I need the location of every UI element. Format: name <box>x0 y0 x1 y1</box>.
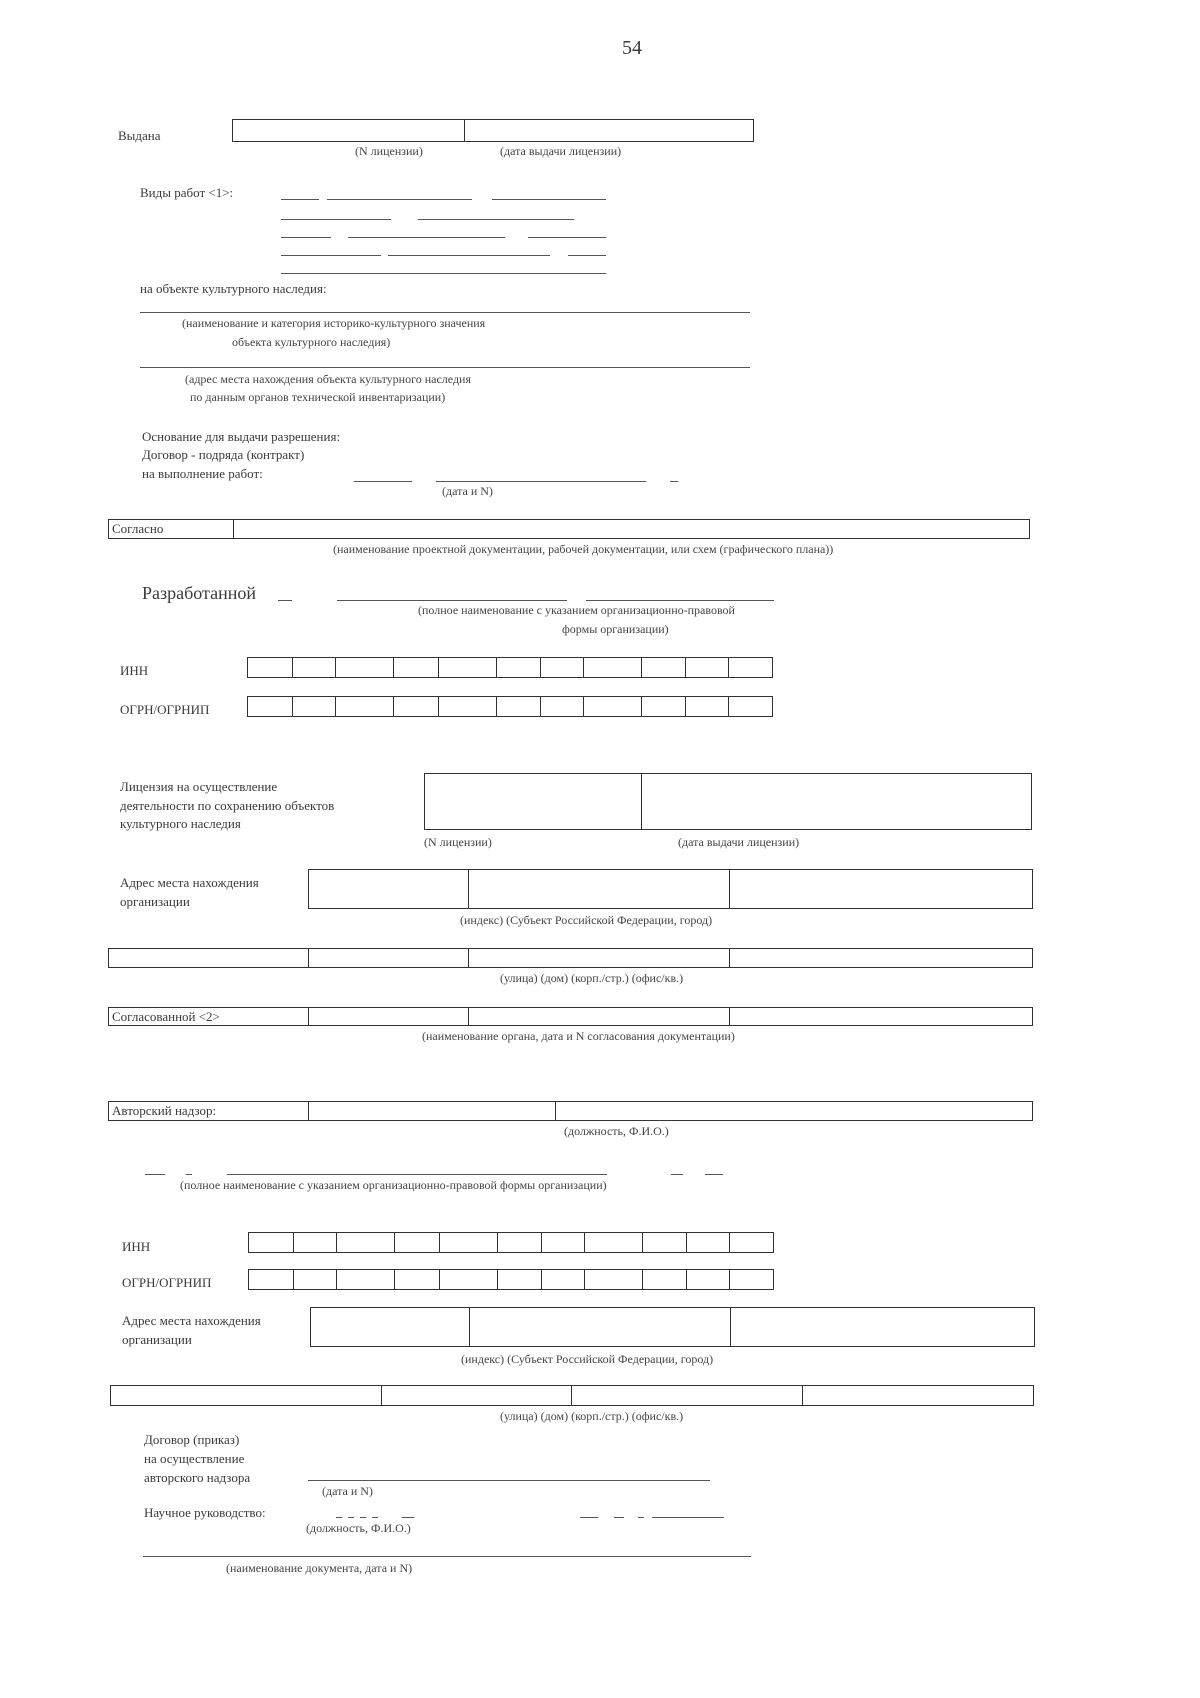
supervision-field[interactable] <box>308 1101 1033 1121</box>
address-street-field-1[interactable] <box>108 948 1033 968</box>
license-line-3: культурного наследия <box>120 816 241 831</box>
issued-label: Выдана <box>118 128 161 143</box>
cap-supervision-person: (должность, Ф.И.О.) <box>564 1124 669 1138</box>
address-line-2b: организации <box>122 1332 192 1347</box>
address-line-2a: организации <box>120 894 190 909</box>
agreed-label: Согласованной <2> <box>108 1007 309 1026</box>
basis-line-2: Договор - подряда (контракт) <box>142 447 305 462</box>
license-line-2: деятельности по сохранению объектов <box>120 798 335 813</box>
page-number: 54 <box>622 37 642 59</box>
license-line-1: Лицензия на осуществление <box>120 779 278 794</box>
address-region-field-1[interactable] <box>308 869 1033 909</box>
cap-scientific-doc: (наименование документа, дата и N) <box>226 1561 413 1575</box>
cap-agreed: (наименование органа, дата и N согласования документации) <box>422 1029 735 1043</box>
basis-line-3: на выполнение работ: <box>142 466 263 481</box>
cap-basis-date: (дата и N) <box>442 484 493 498</box>
ogrn-grid-2[interactable] <box>248 1269 774 1290</box>
inn-grid-1[interactable] <box>247 657 773 678</box>
cap-heritage-addr-2: по данным органов технической инвентаризации) <box>190 390 446 404</box>
cap-address-street-2: (улица) (дом) (корп./стр.) (офис/кв.) <box>500 1409 684 1423</box>
cap-according: (наименование проектной документации, рабочей документации, или схем (графического плана)) <box>333 542 834 556</box>
cap-address-region-1: (индекс) (Субъект Российской Федерации, город) <box>460 913 713 927</box>
inn-grid-2[interactable] <box>248 1232 774 1253</box>
developed-label: Разработанной <box>142 583 256 603</box>
according-label: Согласно <box>108 519 234 539</box>
supervision-label: Авторский надзор: <box>108 1101 309 1121</box>
cap-license-date: (дата выдачи лицензии) <box>500 144 622 158</box>
works-label: Виды работ <1>: <box>140 185 234 200</box>
cap-license-no: (N лицензии) <box>355 144 423 158</box>
cap-developed-2: формы организации) <box>562 622 669 636</box>
ogrn-label-1: ОГРН/ОГРНИП <box>120 702 210 717</box>
contract-line-3: авторского надзора <box>144 1470 251 1485</box>
agreed-field[interactable] <box>308 1007 1033 1026</box>
address-line-1b: Адрес места нахождения <box>122 1313 261 1328</box>
address-line-1a: Адрес места нахождения <box>120 875 259 890</box>
cap-heritage-addr-1: (адрес места нахождения объекта культурного наследия <box>185 372 471 386</box>
scientific-label: Научное руководство: <box>144 1505 266 1520</box>
cap-supervision-org: (полное наименование с указанием организационно-правовой формы организации) <box>180 1178 607 1192</box>
ogrn-label-2: ОГРН/ОГРНИП <box>122 1275 212 1290</box>
cap-heritage-name-1: (наименование и категория историко-культурного значения <box>182 316 486 330</box>
cap-contract-date: (дата и N) <box>322 1484 373 1498</box>
inn-label-2: ИНН <box>122 1239 151 1254</box>
cap-scientific-person: (должность, Ф.И.О.) <box>306 1521 411 1535</box>
cap-address-street-1: (улица) (дом) (корп./стр.) (офис/кв.) <box>500 971 684 985</box>
address-region-field-2[interactable] <box>310 1307 1035 1347</box>
cap-developed-1: (полное наименование с указанием организационно-правовой <box>418 603 735 617</box>
contract-line-1: Договор (приказ) <box>144 1432 240 1447</box>
cap-address-region-2: (индекс) (Субъект Российской Федерации, город) <box>461 1352 714 1366</box>
cap-heritage-name-2: объекта культурного наследия) <box>232 335 391 349</box>
according-field[interactable] <box>233 519 1030 539</box>
cap-license-field-no: (N лицензии) <box>424 835 492 849</box>
issued-license-box[interactable] <box>232 119 754 142</box>
cap-license-field-date: (дата выдачи лицензии) <box>678 835 800 849</box>
heritage-label: на объекте культурного наследия: <box>140 281 327 296</box>
address-street-field-2[interactable] <box>110 1385 1034 1406</box>
license-field[interactable] <box>424 773 1032 830</box>
ogrn-grid-1[interactable] <box>247 696 773 717</box>
basis-line-1: Основание для выдачи разрешения: <box>142 429 341 444</box>
inn-label-1: ИНН <box>120 663 149 678</box>
contract-line-2: на осуществление <box>144 1451 245 1466</box>
